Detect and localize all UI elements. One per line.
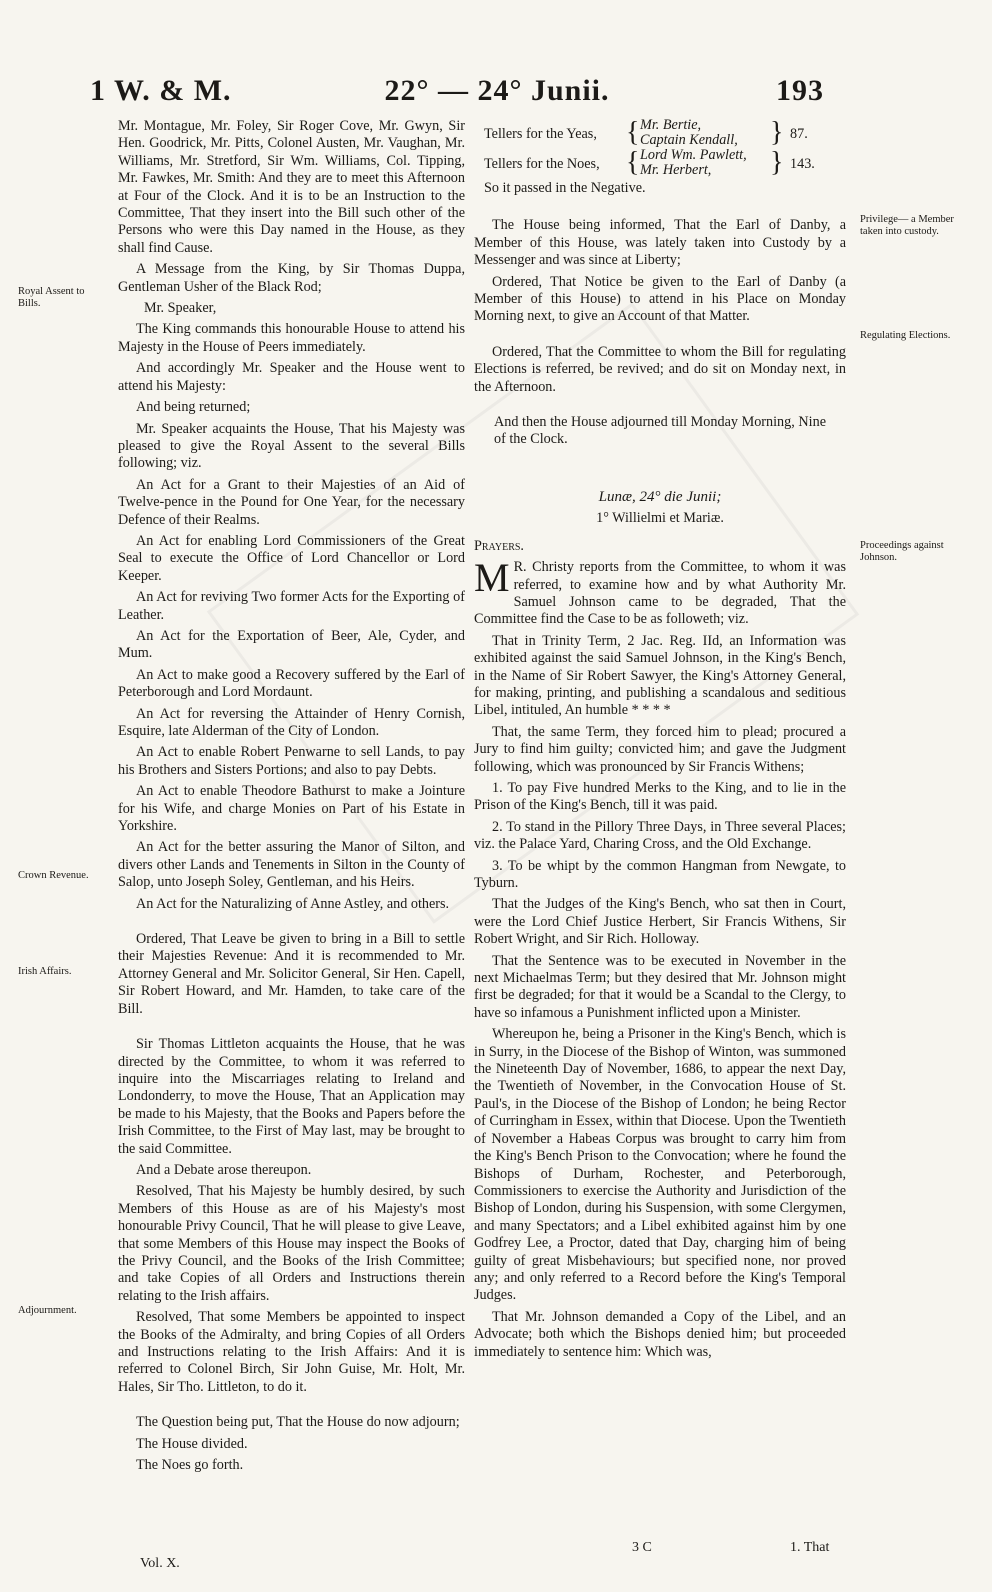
paragraph: An Act to enable Robert Penwarne to sell Lands, to pay his Brothers and Sisters Portions; and also to pay Debts. <box>118 744 465 778</box>
volume-label: Vol. X. <box>140 1556 180 1571</box>
margin-note-privilege: Privilege— a Member taken into custody. <box>860 214 954 237</box>
prayers-heading: Prayers. <box>474 537 524 554</box>
tellers-yeas-names <box>640 118 738 148</box>
tellers-noes-label: Tellers for the Noes, <box>484 156 600 172</box>
paragraph: 2. To stand in the Pillory Three Days, in Three several Places; viz. the Palace Yard, Charing Cross, and the Old Exchange. <box>474 818 846 853</box>
margin-note-regulating: Regulating Elections. <box>860 330 951 341</box>
paragraph: Ordered, That Notice be given to the Earl of Danby (a Member of this House) to attend in his Place on Monday Morning next, to give an Account of that Matter. <box>474 273 846 325</box>
paragraph: Sir Thomas Littleton acquaints the House, that he was directed by the Committee, to whom it was referred to inquire into the Miscarriages relating to Ireland and Londonderry, to move the House, That an Application may be made to his Majesty, that the Books and Papers before the Irish Committee, to the First of May last, may be brought to the said Committee. <box>118 1036 465 1157</box>
paragraph: Mr. Speaker acquaints the House, That his Majesty was pleased to give the Royal Assent to the several Bills following; viz. <box>118 420 465 472</box>
paragraph: The King commands this honourable House to attend his Majesty in the House of Peers immediately. <box>118 321 465 355</box>
tellers-yeas-label: Tellers for the Yeas, <box>484 126 597 142</box>
paragraph: Ordered, That the Committee to whom the Bill for regulating Elections is referred, be revived; and do sit on Monday next, in the Afternoon. <box>474 343 846 395</box>
margin-note-proceedings: Proceedings against Johnson. <box>860 540 944 563</box>
paragraph: And being returned; <box>136 399 251 416</box>
margin-note-adjournment: Adjournment. <box>18 1305 77 1316</box>
paragraph: Resolved, That his Majesty be humbly desired, by such Members of this House as are of his Majesty's most honourable Privy Council, That he will please to give Leave, that some Members of this House may inspect the Books of the Privy Council, and the Books of the Irish Committee; and take Copies of all Orders and Instructions therein relating to the Irish affairs. <box>118 1183 465 1304</box>
paragraph: That the Sentence was to be executed in November in the next Michaelmas Term; but they desired that Mr. Johnson might first be degraded; for that it would be a Scandal to the Clergy, to have so infamous a Punishment inflicted upon a Minister. <box>474 952 846 1021</box>
paragraph: An Act for enabling Lord Commissioners of the Great Seal to execute the Office of Lord Chancellor or Lord Keeper. <box>118 532 465 584</box>
day-subheading: 1° Willielmi et Mariæ. <box>596 510 724 527</box>
paragraph: That in Trinity Term, 2 Jac. Reg. IId, an Information was exhibited against the said Samuel Johnson, in the King's Bench, in the Name of Sir Robert Sawyer, the King's Attorney General, for making, printing, and publishing a scandalous and seditious Libel, intituled, An humble * * * * <box>474 632 846 719</box>
teller-name: Mr. Bertie, <box>640 117 702 133</box>
brace-close-icon: } <box>770 117 784 148</box>
paragraph: 3. To be whipt by the common Hangman from Newgate, to Tyburn. <box>474 857 846 891</box>
teller-name: Lord Wm. Pawlett, <box>640 147 747 163</box>
paragraph: An Act for the Exportation of Beer, Ale, Cyder, and Mum. <box>118 627 465 662</box>
left-column <box>118 118 465 1478</box>
paragraph <box>474 555 846 629</box>
paragraph-text: R. Christy reports from the Committee, to whom it was referred, to examine how and by what Authority Mr. Samuel Johnson came to be degraded, That the Committee find the Case to be as followeth; viz. <box>474 559 846 628</box>
division-result: So it passed in the Negative. <box>484 180 646 196</box>
paragraph: That the Judges of the King's Bench, who sat then in Court, were the Lord Chief Justice Herbert, Sir Francis Withens, Sir Robert Wright, and Sir Rich. Holloway. <box>474 896 846 948</box>
paragraph: An Act for reviving Two former Acts for the Exporting of Leather. <box>118 589 465 623</box>
paragraph: And a Debate arose thereupon. <box>136 1161 312 1178</box>
paragraph: An Act to make good a Recovery suffered by the Earl of Peterborough and Lord Mordaunt. <box>118 666 465 701</box>
tellers-noes-count: 143. <box>790 156 815 172</box>
paragraph: That Mr. Johnson demanded a Copy of the Libel, and an Advocate; both which the Bishops denied him; but proceeded immediately to sentence him: Which was, <box>474 1308 846 1360</box>
paragraph: An Act for the Naturalizing of Anne Astley, and others. <box>136 895 450 912</box>
paragraph: Mr. Speaker, <box>144 300 217 317</box>
page-number: 193 <box>776 74 824 107</box>
margin-note-crown-revenue: Crown Revenue. <box>18 870 89 881</box>
tellers-block <box>484 118 846 180</box>
paragraph: And accordingly Mr. Speaker and the House went to attend his Majesty: <box>118 360 465 394</box>
paragraph: A Message from the King, by Sir Thomas Duppa, Gentleman Usher of the Black Rod; <box>118 261 465 295</box>
teller-name: Mr. Herbert, <box>640 162 712 178</box>
brace-open-icon: { <box>626 117 640 148</box>
tellers-yeas <box>484 118 846 150</box>
brace-open-icon: { <box>626 147 640 178</box>
tellers-noes-names <box>640 148 747 178</box>
paragraph: 1. To pay Five hundred Merks to the King, and to lie in the Prison of the King's Bench, till it was paid. <box>474 779 846 814</box>
paragraph: The House being informed, That the Earl of Danby, a Member of this House, was lately taken into Custody by a Messenger and was since at Liberty; <box>474 217 846 269</box>
right-column <box>474 118 846 1365</box>
paragraph: An Act for a Grant to their Majesties of an Aid of Twelve-pence in the Pound for One Year, for the necessary Defence of their Realms. <box>118 476 465 528</box>
signature-mark: 3 C <box>632 1540 652 1555</box>
paragraph: The House divided. <box>136 1435 248 1452</box>
paragraph: Ordered, That Leave be given to bring in a Bill to settle their Majesties Revenue: And it is recommended to Mr. Attorney General and Mr. Solicitor General, Sir Hen. Capell, Sir Robert Howard, and Mr. Hamden, to take care of the Bill. <box>118 931 465 1017</box>
tellers-yeas-count: 87. <box>790 126 808 142</box>
paragraph: Resolved, That some Members be appointed to inspect the Books of the Admiralty, and bring Copies of all Orders and Instructions relating to the Irish Affairs: And it is referred to Colonel Birch, Sir John Guise, Mr. Holt, Mr. Hales, Sir Tho. Littleton, to do it. <box>118 1309 465 1395</box>
brace-close-icon: } <box>770 147 784 178</box>
paragraph: An Act for the better assuring the Manor of Silton, and divers other Lands and Tenements in Silton in the County of Salop, unto Joseph Soley, Gentleman, and his Heirs. <box>118 839 465 891</box>
paragraph: Whereupon he, being a Prisoner in the King's Bench, which is in Surry, in the Diocese of the Bishop of Winton, was summoned the Nineteenth Day of November, 1686, to appear the next Day, the Twentieth of November, in the Convocation House of St. Paul's, in the Diocese of the Bishop of London; he being Rector of Curringham in Essex, within that Diocese. Upon the Twentieth of November a Habeas Corpus was brought to carry him from the King's Bench Prison to the Convocation; where he found the Bishops of Durham, Rochester, and Peterborough, Commissioners to exercise the Authority and Jurisdiction of the Bishop of London, during his Suspension, with some Clergymen, and many Spectators; and a Libel exhibited against him by one Godfrey Lee, a Proctor, dated that Day, charging him of being guilty of great Misbehaviours; but specified none, nor proved any; and only referred to a Record before the King's Temporal Judges. <box>474 1026 846 1304</box>
teller-name: Captain Kendall, <box>640 132 738 148</box>
paragraph: An Act for reversing the Attainder of Henry Cornish, Esquire, late Alderman of the City of London. <box>118 705 465 739</box>
dropcap: M <box>474 555 510 601</box>
paragraph: The Question being put, That the House do now adjourn; <box>136 1414 460 1431</box>
paragraph: The Noes go forth. <box>136 1457 244 1474</box>
paragraph: And then the House adjourned till Monday Morning, Nine of the Clock. <box>494 414 826 448</box>
tellers-noes <box>484 148 846 180</box>
paragraph: An Act to enable Theodore Bathurst to make a Jointure for his Wife, and charge Monies on Part of his Estate in Yorkshire. <box>118 783 465 835</box>
paragraph: Mr. Montague, Mr. Foley, Sir Roger Cove, Mr. Gwyn, Sir Hen. Goodrick, Mr. Pitts, Colonel Austen, Mr. Vaughan, Mr. Williams, Mr. Stretford, Sir Wm. Williams, Col. Tipping, Mr. Fawkes, Mr. Smith: And they are to meet this Afternoon at Four of the Clock. And it is to be an Instruction to the Committee, That they insert into the Bill such other of the Persons who were this Day named in the House, as they shall find Cause. <box>118 118 465 256</box>
catchword: 1. That <box>790 1540 830 1555</box>
header-date: 22° — 24° Junii. <box>384 74 610 107</box>
margin-note-royal-assent: Royal Assent to Bills. <box>18 286 85 309</box>
header-regnal-year: 1 W. & M. <box>90 74 232 107</box>
margin-note-irish-affairs: Irish Affairs. <box>18 966 72 977</box>
paragraph: That, the same Term, they forced him to plead; procured a Jury to find him guilty; convicted him; and gave the Judgment following, which was pronounced by Sir Francis Withens; <box>474 723 846 775</box>
day-heading: Lunæ, 24° die Junii; <box>598 488 722 505</box>
